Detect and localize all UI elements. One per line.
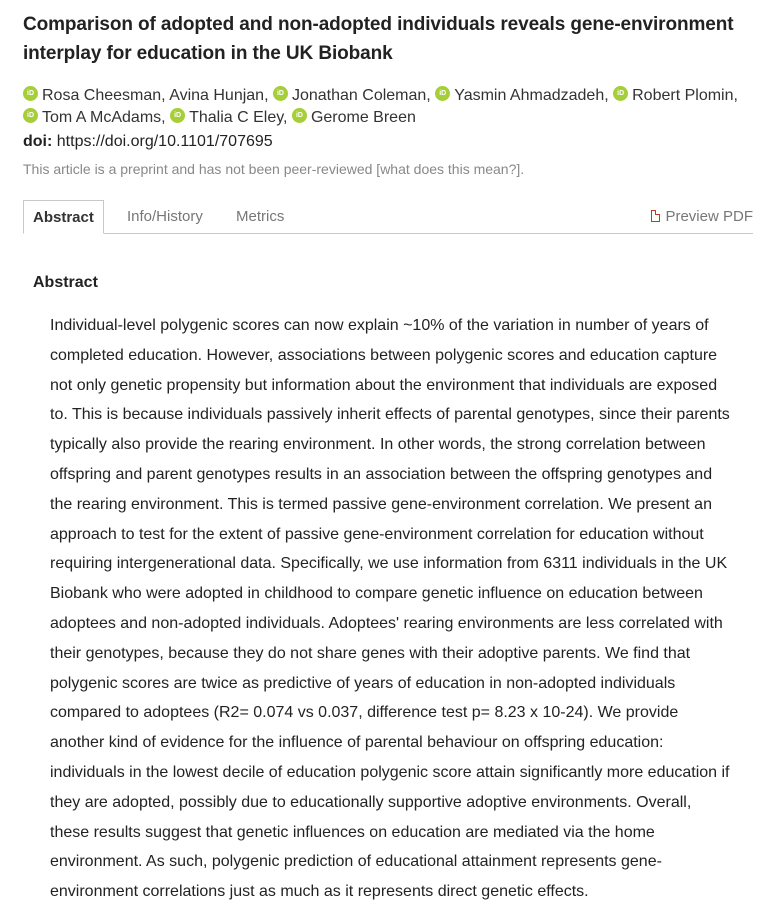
abstract-text: Individual-level polygenic scores can now explain ~10% of the variation in number of years of completed education. However, associations between polygenic scores and education capture not only genetic propensity but information about the environment that individuals are exposed to. This is because individuals passively inherit effects of parental genotypes, since their parents typically also provide the rearing environment. In other words, the strong correlation between offspring and parent genotypes results in an association between the offspring genotypes and the rearing environment. This is termed passive gene-environment correlation. We present an approach to test for the extent of passive gene-environment correlation for education without requiring intergenerational data. Specifically, we use information from 6311 individuals in the UK Biobank who were adopted in childhood to compare genetic influence on education between adoptees and non-adopted individuals. Adoptees' rearing environments are less correlated with their genotypes, because they do not share genes with their adoptive parents. We find that polygenic scores are twice as predictive of years of education in non-adopted individuals compared to adoptees (R2= 0.074 vs 0.037, difference test p= 8.23 x 10-24). We provide another kind of evidence for the influence of parental behaviour on offspring education: individuals in the lowest decile of education polygenic score attain significantly more education if they are adopted, possibly due to educationally supportive adoptive environments. Overall, these results suggest that genetic influences on education are mediated via the home environment. As such, polygenic prediction of educational attainment represents gene-environment correlations just as much as it represents direct genetic effects.	[50, 317, 730, 901]
author[interactable]: iD Yasmin Ahmadzadeh,	[435, 87, 608, 104]
author[interactable]: iD Rosa Cheesman,	[23, 87, 166, 104]
author-name: Gerome Breen	[310, 109, 416, 126]
author-name: Rosa Cheesman	[42, 87, 162, 104]
article-tabs	[23, 200, 753, 234]
author-name: Robert Plomin	[632, 87, 734, 104]
author-name: Jonathan Coleman	[291, 87, 427, 104]
author[interactable]	[292, 109, 416, 126]
author-list	[23, 85, 763, 129]
doi-link[interactable]: https://doi.org/10.1101/707695	[56, 133, 273, 150]
author[interactable]: iD Tom A McAdams,	[23, 109, 166, 126]
orcid-icon[interactable]: iD	[435, 86, 450, 101]
tab-abstract[interactable]: Abstract	[23, 200, 104, 234]
author[interactable]: iD Thalia C Eley,	[170, 109, 287, 126]
orcid-icon[interactable]: iD	[170, 108, 185, 123]
tab-metrics[interactable]: Metrics	[236, 208, 285, 225]
author-name: Thalia C Eley	[189, 109, 284, 126]
orcid-icon[interactable]: iD	[23, 108, 38, 123]
doi-line	[23, 133, 273, 151]
orcid-icon[interactable]: iD	[273, 86, 288, 101]
pdf-file-icon	[651, 210, 660, 222]
preprint-notice: This article is a preprint and has not been peer-reviewed [what does this mean?].	[23, 161, 525, 177]
author[interactable]: Avina Hunjan,	[169, 87, 269, 104]
preview-pdf-label: Preview PDF	[665, 208, 753, 225]
tab-info-history[interactable]: Info/History	[127, 208, 203, 225]
article-title: Comparison of adopted and non-adopted individuals reveals gene-environment interplay for education in the UK Biobank	[23, 14, 734, 64]
abstract-heading: Abstract	[33, 274, 98, 291]
orcid-icon[interactable]: iD	[23, 86, 38, 101]
preview-pdf-button[interactable]	[651, 200, 753, 233]
author[interactable]: iD Jonathan Coleman,	[273, 87, 431, 104]
author[interactable]: iD Robert Plomin,	[613, 87, 738, 104]
orcid-icon[interactable]: iD	[292, 108, 307, 123]
author-name: Avina Hunjan	[169, 87, 265, 104]
author-name: Tom A McAdams	[42, 109, 162, 126]
orcid-icon[interactable]: iD	[613, 86, 628, 101]
doi-label: doi:	[23, 133, 53, 150]
author-name: Yasmin Ahmadzadeh	[454, 87, 605, 104]
